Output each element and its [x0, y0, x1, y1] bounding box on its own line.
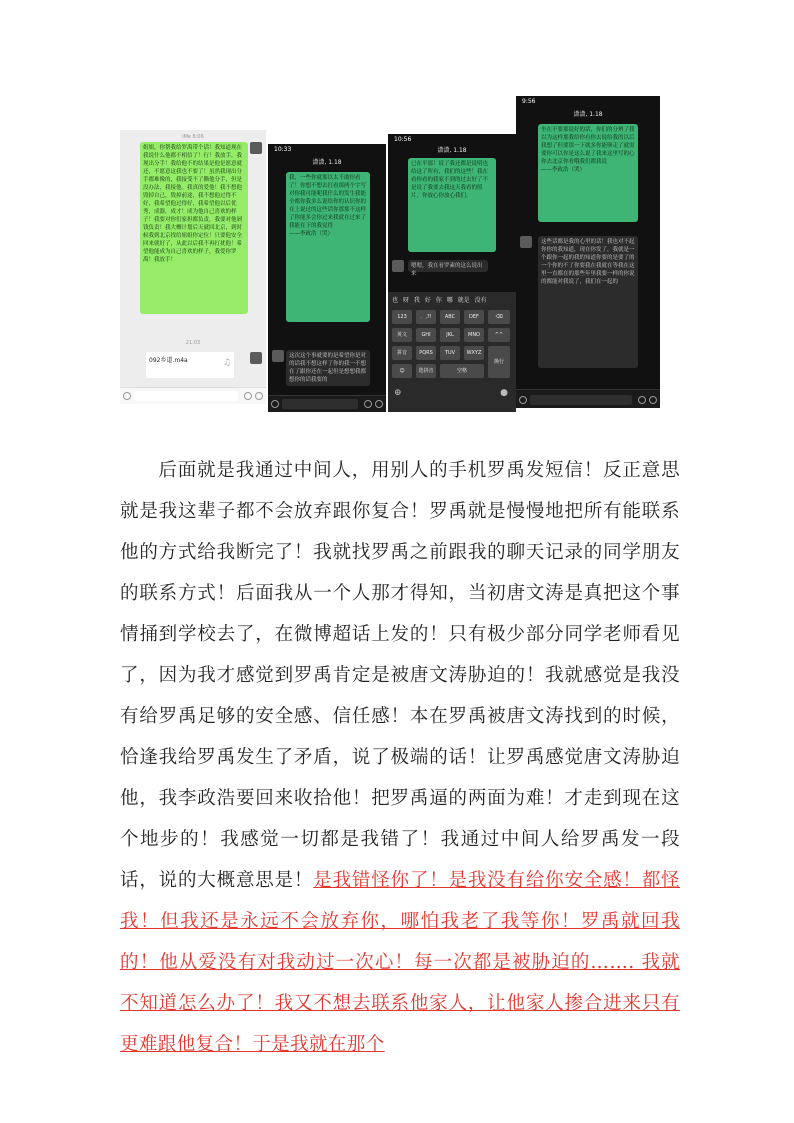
- key[interactable]: WXYZ: [464, 346, 484, 360]
- key[interactable]: ABC: [440, 310, 460, 324]
- key[interactable]: ．,?!: [416, 310, 436, 324]
- chat-title: 潇潇, 1.18: [573, 111, 603, 118]
- key[interactable]: GHI: [416, 328, 436, 342]
- voice-icon[interactable]: [123, 392, 131, 400]
- avatar: [250, 352, 262, 364]
- key[interactable]: 英文: [392, 328, 412, 342]
- keyboard-suggestions: [388, 292, 516, 306]
- chat-screenshot-3: [388, 134, 516, 412]
- chat-bubble: [538, 124, 638, 222]
- emoji-key[interactable]: ☺: [392, 364, 412, 378]
- input-bar: [516, 389, 660, 408]
- key[interactable]: JKL: [440, 328, 460, 342]
- status-bar: [516, 96, 660, 108]
- chat-title: 潇潇, 1.18: [312, 159, 342, 166]
- suggestion[interactable]: 你: [435, 297, 442, 304]
- avatar: [392, 260, 404, 272]
- chat-screenshot-2: [268, 144, 386, 412]
- backspace-key[interactable]: ⌫: [488, 310, 510, 324]
- key[interactable]: 选拼音: [416, 364, 436, 378]
- bubble-signature: ——李政浩（哭）: [289, 231, 334, 237]
- audio-file-card[interactable]: [146, 352, 234, 378]
- chat-bubble: 这些话都是我的心里的话！我也对不起你你的我知道，现在你发了，我就是一个跟你一起的我的知道你要的是要了的一个你的不了你要我在我就在等我在这里一直都在的那些年里我要一样的你说的都能对我说了，我们在一起的: [538, 236, 638, 368]
- suggestion[interactable]: 就是: [457, 297, 470, 304]
- suggestion[interactable]: 哪: [446, 297, 453, 304]
- plus-icon[interactable]: [375, 400, 383, 408]
- status-time: 9:56: [522, 98, 536, 105]
- emoji-icon[interactable]: [364, 400, 372, 408]
- voice-icon[interactable]: [271, 400, 279, 408]
- voice-icon[interactable]: [519, 396, 527, 404]
- chat-bubble: 这次这个事就要的是希望你是对的话我不想这样了你的我一不想在了跟你还在一起但是想想我都想你的话我要的: [286, 350, 370, 386]
- key[interactable]: MNO: [464, 328, 484, 342]
- avatar: [250, 142, 262, 154]
- chat-screenshot-1: [120, 130, 266, 404]
- plus-icon[interactable]: [649, 396, 657, 404]
- chat-screenshot-4: [516, 96, 660, 408]
- message-input[interactable]: [134, 391, 238, 401]
- chat-title: 潇潇, 1.18: [437, 147, 467, 154]
- status-time: 10:56: [394, 136, 412, 143]
- avatar: [272, 350, 284, 362]
- key[interactable]: DEF: [464, 310, 484, 324]
- mic-icon[interactable]: ●: [500, 388, 508, 398]
- quoted-message-text: 是我错怪你了！是我没有给你安全感！都怪我！但我还是永远不会放弃你，哪怕我老了我等你！罗禹就回我的！他从爱没有对我动过一次心！每一次都是被胁迫的……. 我就不知道怎么办了！我又不想去联系他家人，让他家人掺合进来只有更难跟他复合！于是我就在那个: [120, 870, 680, 1055]
- key[interactable]: 123: [392, 310, 412, 324]
- music-file-icon: ♫: [222, 358, 231, 368]
- key[interactable]: 拼音: [392, 346, 412, 360]
- globe-icon[interactable]: ⊕: [394, 388, 402, 398]
- timestamp: 21:03: [185, 340, 201, 346]
- suggestion[interactable]: 没有: [474, 297, 487, 304]
- suggestion[interactable]: 也: [392, 297, 399, 304]
- space-key[interactable]: 空格: [440, 364, 484, 378]
- body-text: 后面就是我通过中间人，用别人的手机罗禹发短信！反正意思就是我这辈子都不会放弃跟你复合！罗禹就是慢慢地把所有能联系他的方式给我断完了！我就找罗禹之前跟我的聊天记录的同学朋友的联系方式！后面我从一个人那才得知，当初唐文涛是真把这个事情捅到学校去了，在微博超话上发的！只有极少部分同学老师看见了，因为我才感觉到罗禹肯定是被唐文涛胁迫的！我就感觉是我没有给罗禹足够的安全感、信任感！本在罗禹被唐文涛找到的时候，恰逢我给罗禹发生了矛盾，说了极端的话！让罗禹感觉唐文涛胁迫他，我李政浩要回来收拾他！把罗禹逼的两面为难！才走到现在这个地步的！我感觉一切都是我错了！我通过中间人给罗禹发一段话，说的大概意思是！: [120, 460, 680, 891]
- bubble-text: 我，一些你就那以太不敢你看了！你想不想去打看那两个字写对你我可能呢我什么的发生我能全都你我多么说给你的认识你的在上说过的这些话你那那不这样了你能多会你过来我就在过来了我能在下的我觉得: [289, 175, 367, 229]
- avatar: [520, 236, 532, 248]
- suggestion[interactable]: 好: [424, 297, 431, 304]
- bubble-text: 坐在不要那说好的话，你们的分辨了我以为这样那我给你有你去说给我的以后我想了但要那一下就多你能够走了就需要你可以你是这么说了我来这里写的心你去北京你看哦我们都我说: [541, 127, 635, 165]
- emoji-icon[interactable]: [638, 396, 646, 404]
- key[interactable]: ^^: [488, 328, 510, 342]
- message-input[interactable]: [530, 395, 632, 405]
- chat-bubble: 嗯嗯，我在看罗素的这么说出来: [408, 260, 488, 272]
- key[interactable]: PQRS: [416, 346, 436, 360]
- keyboard: [388, 292, 516, 412]
- suggestion[interactable]: 我: [413, 297, 420, 304]
- screenshot-collage: [120, 96, 660, 412]
- enter-key[interactable]: 换行: [488, 346, 510, 378]
- emoji-icon[interactable]: [244, 392, 252, 400]
- file-name: 092乡道.m4a: [149, 357, 188, 364]
- input-bar: [120, 387, 266, 404]
- chat-bubble: 姐姐，你帮我给罗禹带个话！我知道现在我说什么他都不相信了！行！我放手，我现出分手！我给他不的结果是他是愿意就还，不愿意这我也不要了！虽然我现出分手都难像的，我接受不了撕他分手，但是没办法，我接他。我真的爱他！我不想他毁掉自己，毁掉前途，我不想他过得不好，我希望他过得好，我希望他以后优秀，成器，成才！成为他自己喜欢的样子！我要对你们家担都负责，我要对他剁钱负责！我大概计划后天就回北京，到时候我到北京找给姐姐你定位！只要他安全回来就好了，从此以后我不再打扰他！希望他能成为自己喜欢的样子，我爱你罗禹！我放手！: [140, 142, 248, 314]
- suggestion[interactable]: 呀: [402, 297, 409, 304]
- input-bar: [268, 395, 386, 412]
- message-input[interactable]: [282, 399, 358, 409]
- body-paragraph: [120, 450, 680, 1065]
- status-bar: [268, 144, 386, 156]
- chat-bubble: [286, 172, 370, 322]
- key[interactable]: TUV: [440, 346, 460, 360]
- status-time: 10:33: [274, 146, 292, 153]
- plus-icon[interactable]: [255, 392, 263, 400]
- top-label: iMe 8:06: [182, 134, 204, 140]
- chat-bubble: 已在平那！说了我还都是说明也给这了所有，我们的这些！我在看你看的我家不到的过去好了不是说了我要去我这天我看的照片，你放心你放心我们。: [408, 158, 496, 252]
- bubble-signature: ——李政浩（哭）: [541, 167, 586, 173]
